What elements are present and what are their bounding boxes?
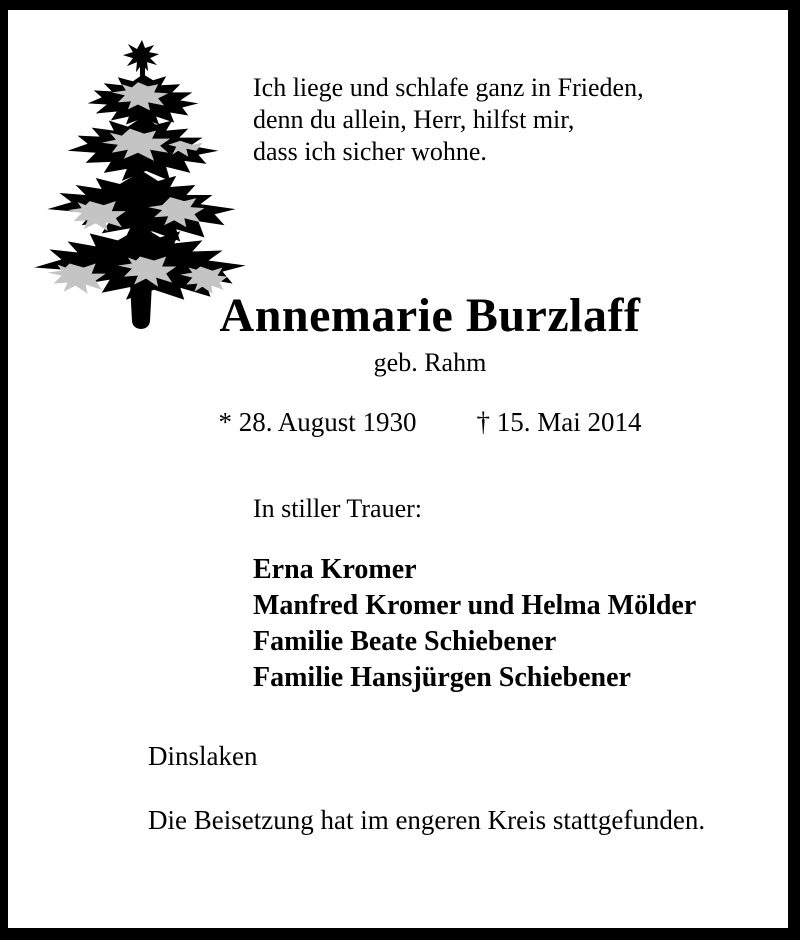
birth-date: * 28. August 1930 — [218, 407, 417, 437]
snow-covered-fir-tree-icon — [28, 40, 252, 332]
verse-line: Ich liege und schlafe ganz in Frieden, — [253, 73, 644, 102]
life-dates — [60, 406, 788, 438]
mourner-name: Familie Beate Schiebener — [253, 626, 557, 657]
mourner-name: Erna Kromer — [253, 554, 417, 585]
deceased-name: Annemarie Burzlaff — [219, 289, 641, 342]
mourning-intro: In stiller Trauer: — [253, 494, 422, 523]
mourners-list — [253, 552, 696, 696]
verse-block — [253, 72, 644, 168]
verse-line: dass ich sicher wohne. — [253, 137, 487, 166]
closing-line: Die Beisetzung hat im engeren Kreis stattgefunden. — [148, 805, 706, 835]
city-name: Dinslaken — [148, 741, 258, 771]
mourner-name: Familie Hansjürgen Schiebener — [253, 662, 631, 693]
obituary-notice-page — [8, 10, 788, 928]
verse-line: denn du allein, Herr, hilfst mir, — [253, 105, 575, 134]
maiden-name: geb. Rahm — [373, 348, 487, 377]
mourner-name: Manfred Kromer und Helma Mölder — [253, 590, 697, 621]
death-date: † 15. Mai 2014 — [476, 407, 642, 437]
